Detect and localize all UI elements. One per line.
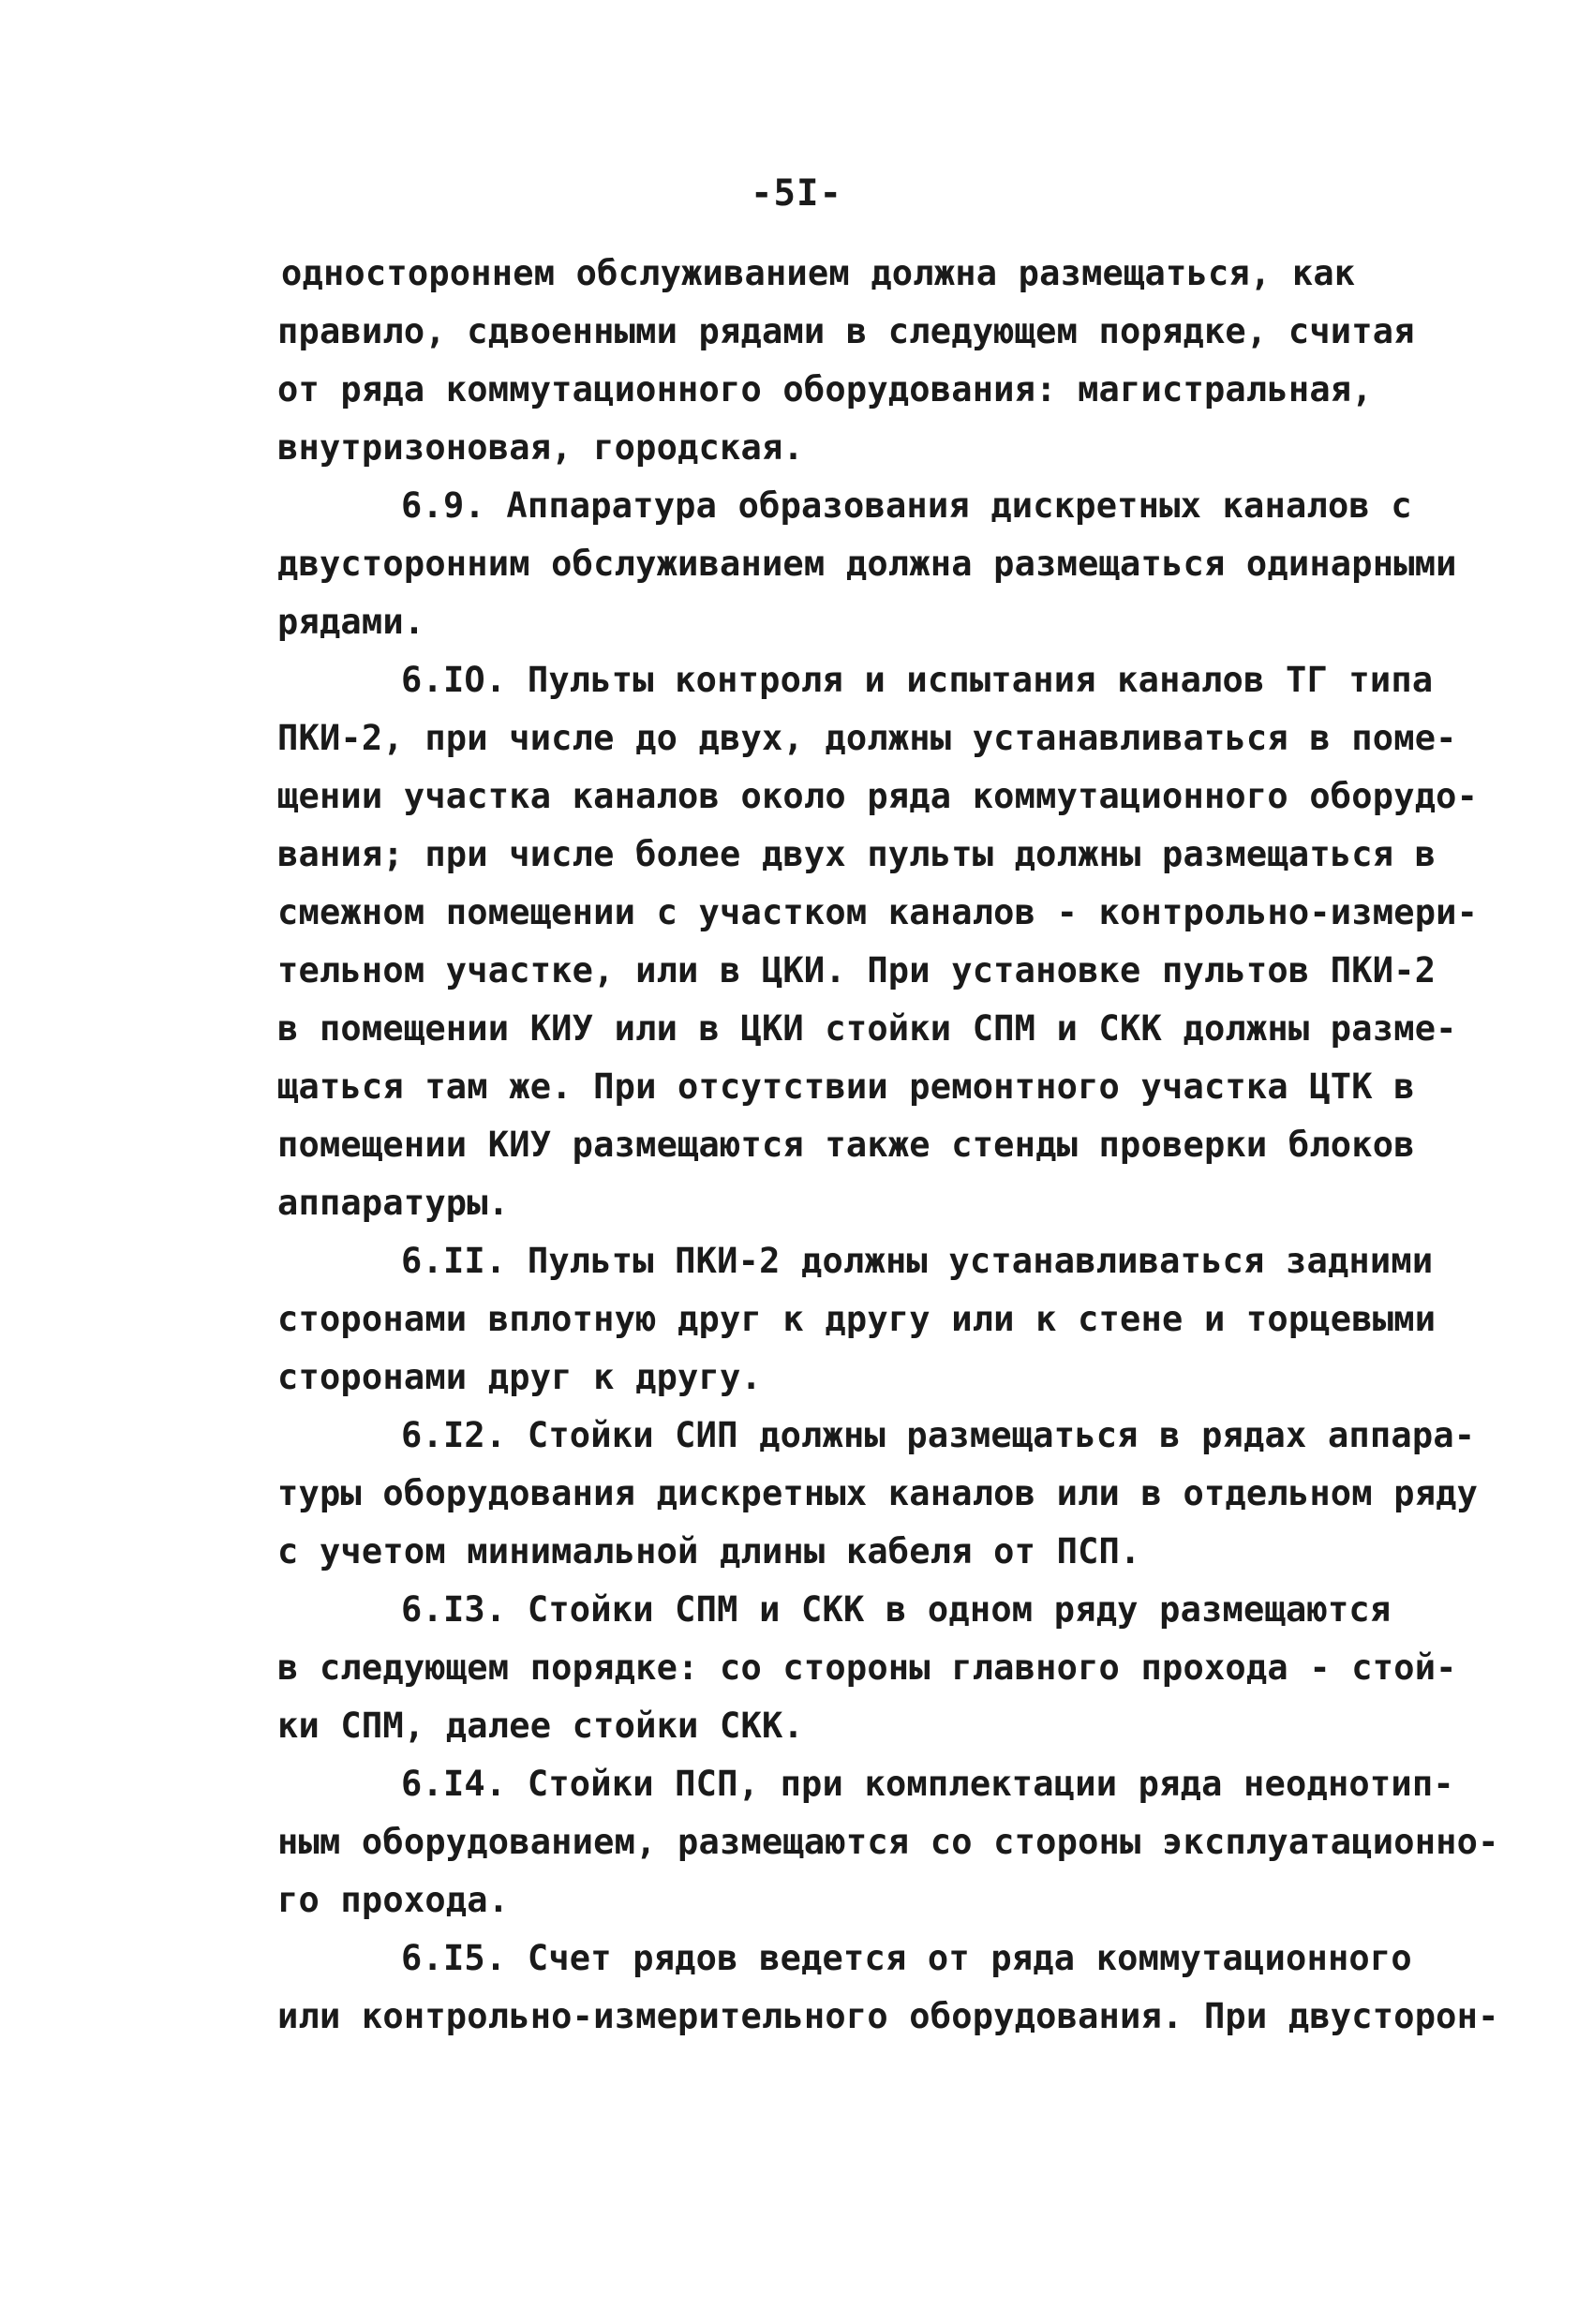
- text-line: с учетом минимальной длины кабеля от ПСП.: [277, 1531, 1141, 1572]
- text-line: ным оборудованием, размещаются со стороны эксплуатационно-: [277, 1822, 1499, 1862]
- text-line: помещении КИУ размещаются также стенды проверки блоков: [277, 1125, 1415, 1165]
- text-line: 6.IO. Пульты контроля и испытания каналов ТГ типа: [401, 660, 1434, 700]
- text-line: туры оборудования дискретных каналов или в отдельном ряду: [277, 1473, 1479, 1513]
- text-line: сторонами друг к другу.: [277, 1357, 762, 1397]
- page-number: -5I-: [751, 172, 842, 215]
- text-line: правило, сдвоенными рядами в следующем порядке, считая: [277, 311, 1415, 351]
- text-line: двусторонним обслуживанием должна размещаться одинарными: [277, 544, 1457, 584]
- text-line: го прохода.: [277, 1880, 510, 1920]
- text-line: смежном помещении с участком каналов - контрольно-измери-: [277, 892, 1479, 932]
- text-line: в следующем порядке: со стороны главного прохода - стой-: [277, 1647, 1457, 1688]
- text-line: 6.I4. Стойки ПСП, при комплектации ряда неоднотип-: [401, 1764, 1454, 1804]
- text-line: щаться там же. При отсутствии ремонтного участка ЦТК в: [277, 1066, 1415, 1107]
- text-line: одностороннем обслуживанием должна размещаться, как: [281, 253, 1356, 293]
- text-line: рядами.: [277, 602, 425, 642]
- text-line: в помещении КИУ или в ЦКИ стойки СПМ и СКК должны разме-: [277, 1008, 1457, 1049]
- text-line: щении участка каналов около ряда коммутационного оборудо-: [277, 776, 1479, 816]
- text-line: сторонами вплотную друг к другу или к стене и торцевыми: [277, 1299, 1437, 1339]
- text-line: 6.II. Пульты ПКИ-2 должны устанавливаться задними: [401, 1241, 1434, 1281]
- text-line: 6.9. Аппаратура образования дискретных каналов с: [401, 485, 1412, 526]
- text-line: ПКИ-2, при числе до двух, должны устанавливаться в поме-: [277, 718, 1457, 758]
- text-line: вания; при числе более двух пульты должны размещаться в: [277, 834, 1437, 874]
- text-line: 6.I5. Счет рядов ведется от ряда коммутационного: [401, 1938, 1412, 1978]
- text-line: от ряда коммутационного оборудования: магистральная,: [277, 369, 1373, 410]
- text-line: 6.I3. Стойки СПМ и СКК в одном ряду размещаются: [401, 1589, 1392, 1630]
- text-line: аппаратуры.: [277, 1183, 510, 1223]
- text-line: или контрольно-измерительного оборудования. При двусторон-: [277, 1996, 1499, 2036]
- text-line: тельном участке, или в ЦКИ. При установке пультов ПКИ-2: [277, 950, 1437, 991]
- text-line: 6.I2. Стойки СИП должны размещаться в рядах аппара-: [401, 1415, 1476, 1455]
- text-line: ки СПМ, далее стойки СКК.: [277, 1706, 804, 1746]
- text-line: внутризоновая, городская.: [277, 427, 804, 468]
